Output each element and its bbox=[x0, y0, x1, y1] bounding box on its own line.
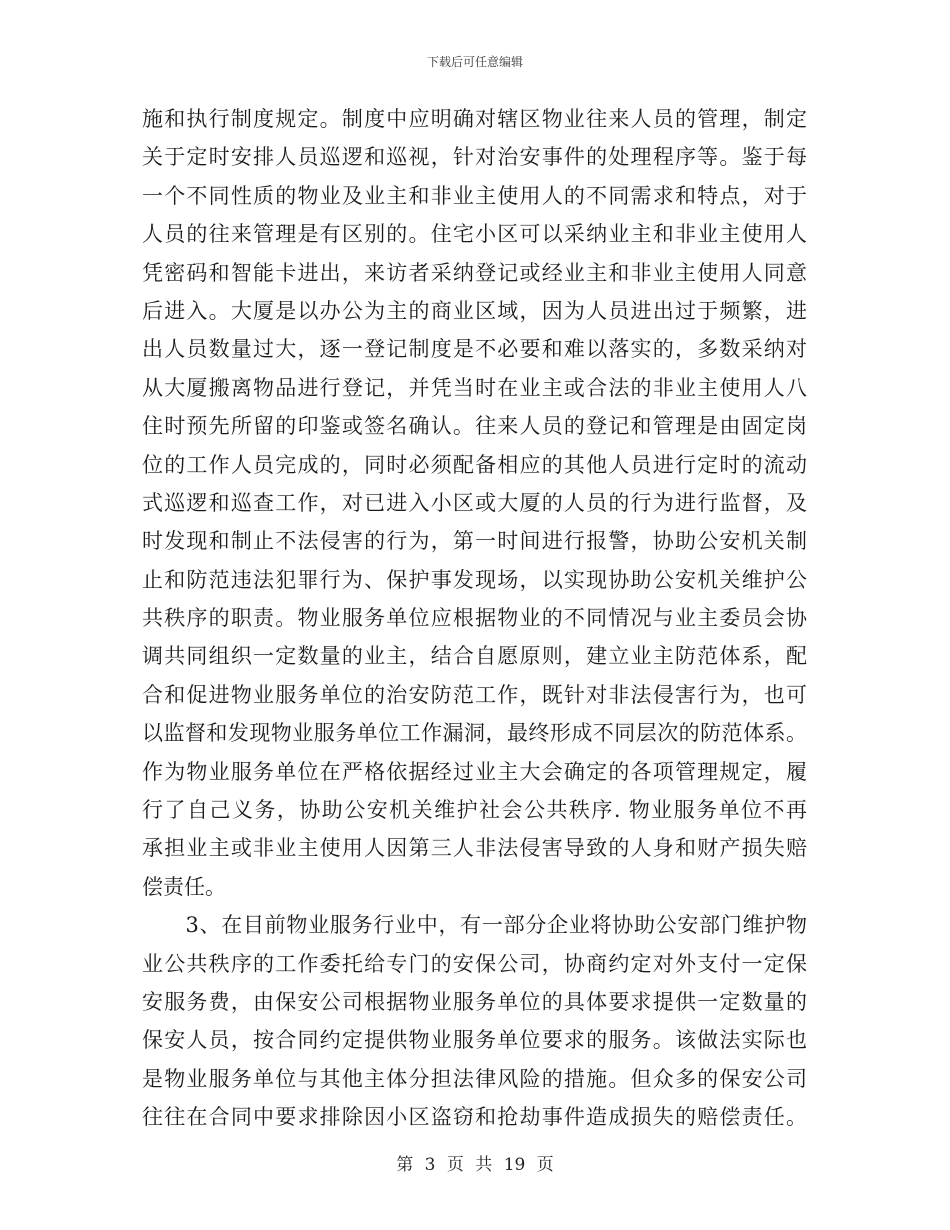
body-line: 以监督和发现物业服务单位工作漏洞，最终形成不同层次的防范体系。 bbox=[142, 721, 807, 746]
body-line: 止和防范违法犯罪行为、保护事发现场，以实现协助公安机关维护公 bbox=[142, 567, 807, 592]
body-line: 式巡逻和巡查工作，对已进入小区或大厦的人员的行为进行监督，及 bbox=[142, 490, 807, 515]
body-line: 调共同组织一定数量的业主，结合自愿原则，建立业主防范体系，配 bbox=[142, 644, 807, 669]
body-line: 关于定时安排人员巡逻和巡视，针对治安事件的处理程序等。鉴于每 bbox=[142, 145, 807, 170]
body-line: 是物业服务单位与其他主体分担法律风险的措施。但众多的保安公司 bbox=[142, 1066, 807, 1091]
body-line: 后进入。大厦是以办公为主的商业区域，因为人员进出过于频繁，进 bbox=[142, 298, 807, 323]
body-line: 时发现和制止不法侵害的行为，第一时间进行报警，协助公安机关制 bbox=[142, 529, 807, 554]
body-line-paragraph-start: 3、在目前物业服务行业中，有一部分企业将协助公安部门维护物 bbox=[142, 913, 807, 938]
page-footer: 第 3 页 共 19 页 bbox=[396, 1155, 554, 1175]
body-line: 行了自己义务，协助公安机关维护社会公共秩序. 物业服务单位不再 bbox=[142, 798, 807, 823]
body-line: 从大厦搬离物品进行登记，并凭当时在业主或合法的非业主使用人八 bbox=[142, 375, 807, 400]
body-line: 安服务费，由保安公司根据物业服务单位的具体要求提供一定数量的 bbox=[142, 989, 807, 1014]
body-line: 共秩序的职责。物业服务单位应根据物业的不同情况与业主委员会协 bbox=[142, 606, 807, 631]
page-header: 下载后可任意编辑 bbox=[426, 55, 523, 69]
body-line: 一个不同性质的物业及业主和非业主使用人的不同需求和特点，对于 bbox=[142, 183, 807, 208]
document-body bbox=[142, 100, 807, 1137]
body-line: 住时预先所留的印鉴或签名确认。往来人员的登记和管理是由固定岗 bbox=[142, 414, 807, 439]
body-line: 往往在合同中要求排除因小区盗窃和抢劫事件造成损失的赔偿责任。 bbox=[142, 1105, 807, 1130]
body-line: 作为物业服务单位在严格依据经过业主大会确定的各项管理规定，履 bbox=[142, 759, 807, 784]
body-line: 合和促进物业服务单位的治安防范工作，既针对非法侵害行为，也可 bbox=[142, 682, 807, 707]
body-line: 出人员数量过大，逐一登记制度是不必要和难以落实的，多数采纳对 bbox=[142, 337, 807, 362]
body-line: 凭密码和智能卡进出，来访者采纳登记或经业主和非业主使用人同意 bbox=[142, 260, 807, 285]
body-line: 施和执行制度规定。制度中应明确对辖区物业往来人员的管理，制定 bbox=[142, 107, 807, 131]
body-line: 保安人员，按合同约定提供物业服务单位要求的服务。该做法实际也 bbox=[142, 1028, 807, 1053]
body-line: 承担业主或非业主使用人因第三人非法侵害导致的人身和财产损失赔 bbox=[142, 836, 807, 861]
body-line: 人员的往来管理是有区别的。住宅小区可以采纳业主和非业主使用人 bbox=[142, 222, 807, 247]
body-line: 业公共秩序的工作委托给专门的安保公司，协商约定对外支付一定保 bbox=[142, 951, 807, 976]
body-line: 位的工作人员完成的，同时必须配备相应的其他人员进行定时的流动 bbox=[142, 452, 807, 477]
body-line-paragraph-end: 偿责任。 bbox=[142, 874, 226, 899]
